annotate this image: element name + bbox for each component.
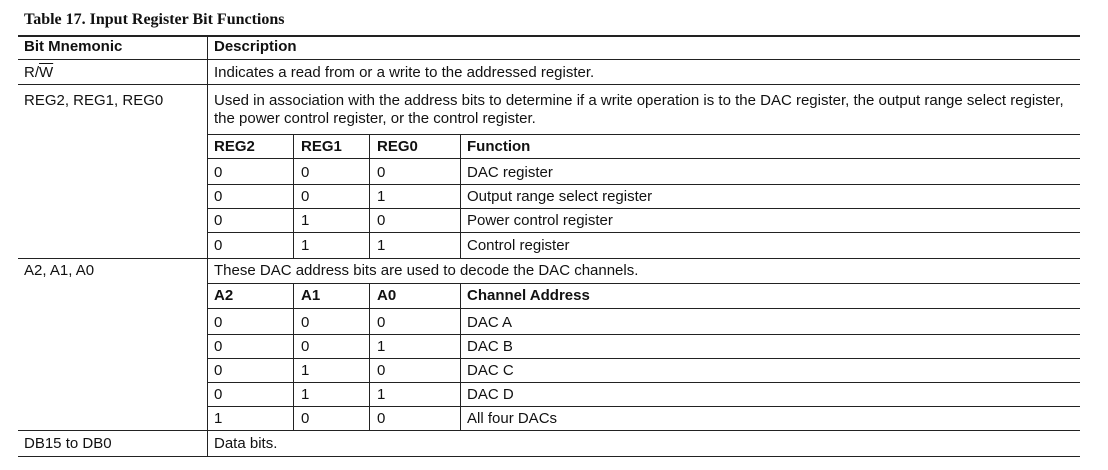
table-top-rule <box>18 35 1080 37</box>
reg-cell: 0 <box>377 212 386 229</box>
description-reg: Used in association with the address bits to determine if a write operation is to the DAC register, the output range select register, the power control register, or the control register. <box>214 92 1064 127</box>
subtable-row-divider <box>207 232 1080 233</box>
subtable-column-divider <box>460 283 461 430</box>
addr-cell: 1 <box>301 362 310 379</box>
subtable-row-divider <box>207 406 1080 407</box>
description-data-bits: Data bits. <box>214 435 278 452</box>
mnemonic-reg: REG2, REG1, REG0 <box>24 92 164 109</box>
mnemonic-data-bits: DB15 to DB0 <box>24 435 112 452</box>
addr-cell: 0 <box>214 386 223 403</box>
reg-cell: 0 <box>214 164 223 181</box>
addr-cell: 0 <box>301 410 310 427</box>
description-rw: Indicates a read from or a write to the addressed register. <box>214 64 595 81</box>
addr-header-channel-address: Channel Address <box>467 287 590 304</box>
addr-cell-channel: DAC C <box>467 362 514 379</box>
reg-cell-function: DAC register <box>467 164 553 181</box>
subtable-column-divider <box>460 134 461 258</box>
subtable-column-divider <box>369 283 370 430</box>
addr-cell: 1 <box>377 386 386 403</box>
reg-cell: 1 <box>377 237 386 254</box>
subtable-row-divider <box>207 334 1080 335</box>
addr-cell: 0 <box>377 362 386 379</box>
column-divider <box>207 35 208 457</box>
reg-cell: 1 <box>301 237 310 254</box>
mnemonic-address: A2, A1, A0 <box>24 262 95 279</box>
reg-header-reg0: REG0 <box>377 138 418 155</box>
mnemonic-rw: $R/\overline{W}$ <box>24 64 54 81</box>
row-divider <box>18 258 1080 259</box>
addr-header-a0: A0 <box>377 287 397 304</box>
subtable-column-divider <box>293 283 294 430</box>
row-divider <box>18 430 1080 431</box>
addr-header-a1: A1 <box>301 287 321 304</box>
table-bottom-rule <box>18 456 1080 457</box>
subtable-row-divider <box>207 358 1080 359</box>
addr-cell: 1 <box>301 386 310 403</box>
addr-cell: 0 <box>377 410 386 427</box>
row-divider <box>18 84 1080 85</box>
reg-cell: 0 <box>301 188 310 205</box>
reg-header-function: Function <box>467 138 531 155</box>
addr-cell-channel: All four DACs <box>467 410 558 427</box>
subtable-row-divider <box>207 184 1080 185</box>
subtable-row-divider <box>207 208 1080 209</box>
addr-cell: 0 <box>214 362 223 379</box>
reg-cell-function: Output range select register <box>467 188 653 205</box>
addr-cell-channel: DAC D <box>467 386 514 403</box>
addr-cell: 0 <box>301 314 310 331</box>
subtable-header-rule <box>207 308 1080 309</box>
header-bottom-rule <box>18 59 1080 60</box>
addr-cell: 0 <box>377 314 386 331</box>
addr-cell: 0 <box>301 338 310 355</box>
header-description: Description <box>214 38 297 55</box>
addr-cell: 1 <box>377 338 386 355</box>
subtable-top-rule <box>207 134 1080 135</box>
reg-header-reg2: REG2 <box>214 138 255 155</box>
addr-cell: 1 <box>214 410 223 427</box>
addr-cell: 0 <box>214 338 223 355</box>
addr-header-a2: A2 <box>214 287 234 304</box>
reg-cell-function: Power control register <box>467 212 613 229</box>
subtable-top-rule <box>207 283 1080 284</box>
reg-cell: 0 <box>301 164 310 181</box>
subtable-header-rule <box>207 158 1080 159</box>
subtable-column-divider <box>369 134 370 258</box>
reg-cell: 0 <box>214 212 223 229</box>
description-address: These DAC address bits are used to decode the DAC channels. <box>214 262 639 279</box>
addr-cell-channel: DAC A <box>467 314 513 331</box>
reg-cell-function: Control register <box>467 237 570 254</box>
reg-header-reg1: REG1 <box>301 138 342 155</box>
addr-cell-channel: DAC B <box>467 338 513 355</box>
reg-cell: 0 <box>214 237 223 254</box>
reg-cell: 1 <box>377 188 386 205</box>
table-caption: Table 17. Input Register Bit Functions <box>24 11 285 28</box>
subtable-row-divider <box>207 382 1080 383</box>
reg-cell: 0 <box>214 188 223 205</box>
reg-cell: 0 <box>377 164 386 181</box>
addr-cell: 0 <box>214 314 223 331</box>
subtable-column-divider <box>293 134 294 258</box>
reg-cell: 1 <box>301 212 310 229</box>
header-bit-mnemonic: Bit Mnemonic <box>24 38 123 55</box>
